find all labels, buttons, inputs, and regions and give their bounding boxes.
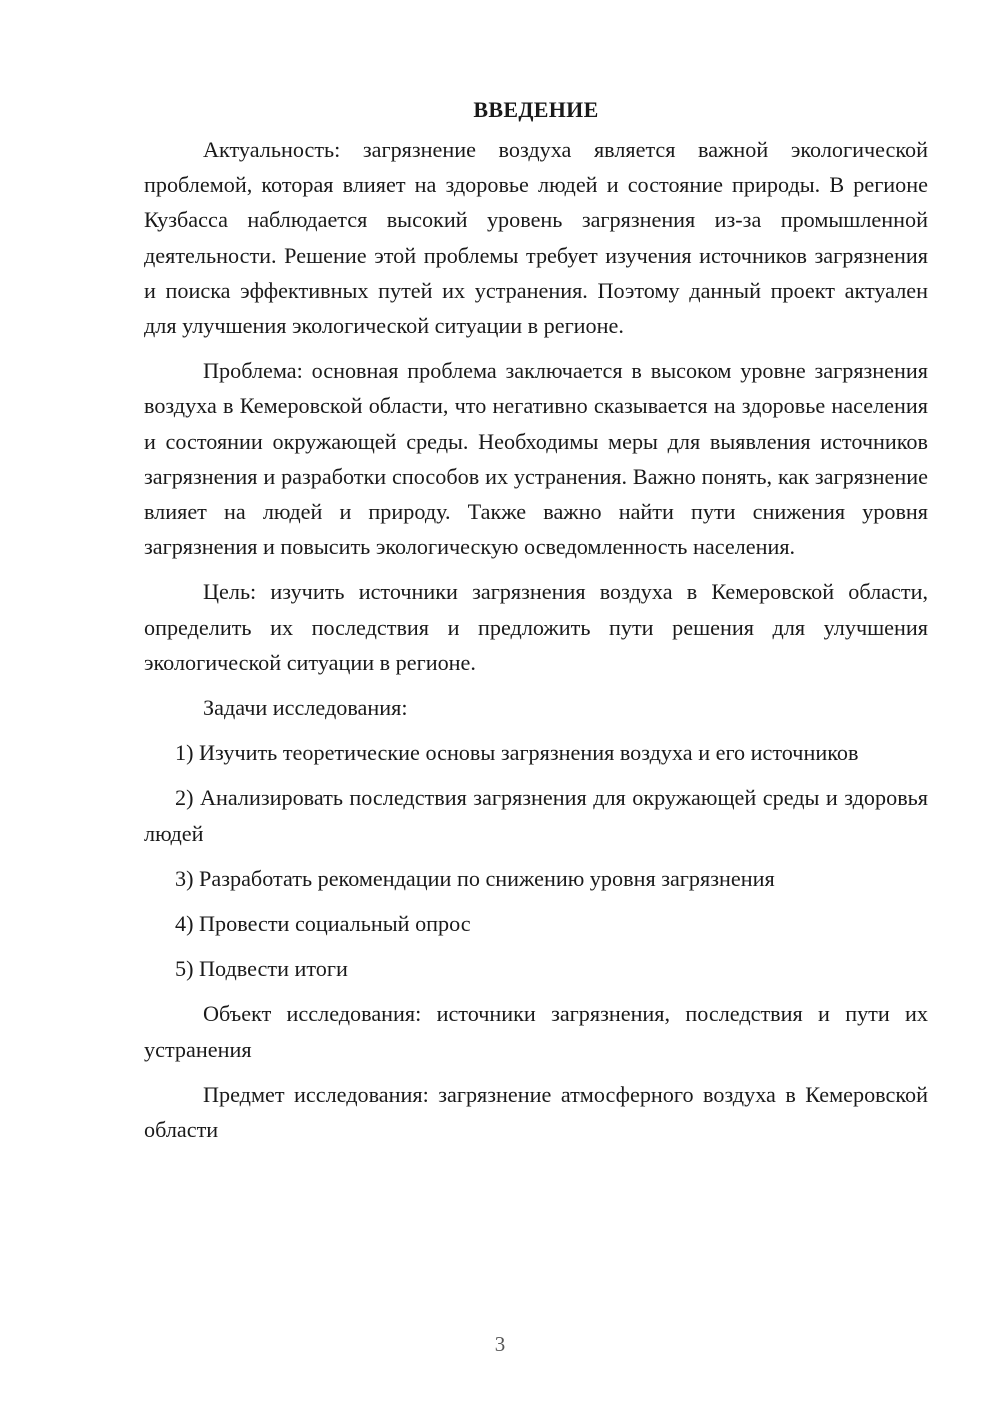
task-item-5: 5) Подвести итоги <box>175 956 348 982</box>
task-item-4: 4) Провести социальный опрос <box>175 911 471 937</box>
tasks-list <box>144 735 928 986</box>
problem-paragraph: Проблема: основная проблема заключается в высоком уровне загрязнения воздуха в Кемеровской области, что негативно сказывается на здоровье населения и состоянии окружающей среды. Необходимы меры для выявления источников загрязнения и разработки способов их устранения. Важно понять, как загрязнение влияет на людей и природу. Также важно найти пути снижения уровня загрязнения и повысить экологическую осведомленность населения. <box>144 358 928 560</box>
page-number: 3 <box>494 1332 506 1356</box>
goal-paragraph: Цель: изучить источники загрязнения воздуха в Кемеровской области, определить их последствия и предложить пути решения для улучшения экологической ситуации в регионе. <box>144 579 928 675</box>
document-page <box>144 92 928 1147</box>
task-item-3: 3) Разработать рекомендации по снижению уровня загрязнения <box>175 865 775 891</box>
task-item-2: 2) Анализировать последствия загрязнения для окружающей среды и здоровья людей <box>144 785 928 846</box>
relevance-paragraph: Актуальность: загрязнение воздуха является важной экологической проблемой, которая влияет на здоровье людей и состояние природы. В регионе Кузбасса наблюдается высокий уровень загрязнения из-за промышленной деятельности. Решение этой проблемы требует изучения источников загрязнения и поиска эффективных путей их устранения. Поэтому данный проект актуален для улучшения экологической ситуации в регионе. <box>144 137 928 339</box>
section-heading: ВВЕДЕНИЕ <box>473 97 599 122</box>
tasks-intro: Задачи исследования: <box>203 695 408 721</box>
task-item-1: 1) Изучить теоретические основы загрязнения воздуха и его источников <box>175 740 859 766</box>
object-paragraph: Объект исследования: источники загрязнения, последствия и пути их устранения <box>144 1001 928 1062</box>
subject-paragraph: Предмет исследования: загрязнение атмосферного воздуха в Кемеровской области <box>144 1081 928 1143</box>
